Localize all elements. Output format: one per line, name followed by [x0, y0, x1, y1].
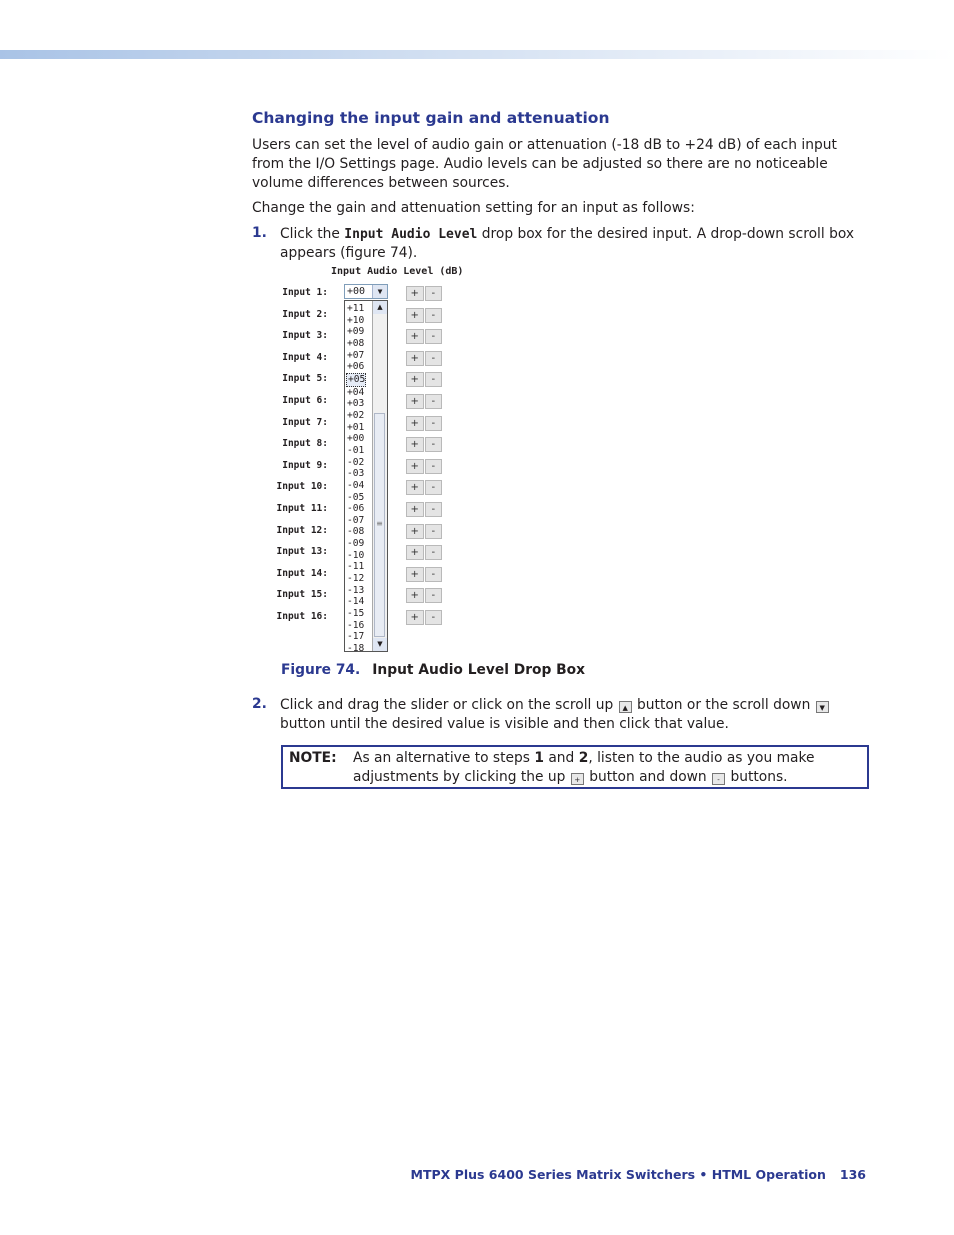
plus-button[interactable]: + [406, 567, 424, 582]
figure-caption [281, 662, 585, 678]
dropdown-option[interactable]: +01 [347, 421, 365, 433]
scroll-up-icon: ▲ [619, 701, 632, 713]
minus-button[interactable]: - [425, 567, 443, 582]
dropdown-option[interactable]: +10 [347, 314, 365, 326]
input-label: Input 13: [276, 546, 328, 558]
dropdown-option[interactable]: +04 [347, 386, 365, 398]
step-1-text [280, 225, 870, 263]
dropdown-list[interactable] [344, 300, 388, 652]
gain-buttons [406, 372, 443, 387]
minus-button[interactable]: - [425, 524, 443, 539]
input-label: Input 10: [276, 481, 328, 493]
plus-button[interactable]: + [406, 351, 424, 366]
dropdown-option[interactable]: -01 [347, 444, 365, 456]
plus-button[interactable]: + [406, 308, 424, 323]
input-label: Input 4: [282, 351, 328, 363]
dropdown-option[interactable]: +07 [347, 349, 365, 361]
note-d: buttons. [726, 769, 788, 785]
dropdown-option[interactable]: -09 [347, 538, 365, 550]
gain-buttons [406, 329, 443, 344]
figure-input-audio-level [274, 264, 474, 656]
input-label: Input 1: [282, 287, 328, 298]
plus-button[interactable]: + [406, 480, 424, 495]
minus-button[interactable]: - [425, 588, 443, 603]
step-2-text [280, 696, 870, 734]
step-1-number: 1. [252, 225, 267, 241]
chevron-down-icon[interactable]: ▼ [372, 285, 387, 298]
plus-button[interactable]: + [406, 545, 424, 560]
gain-buttons [406, 524, 443, 539]
gain-buttons [406, 567, 443, 582]
gain-buttons [406, 351, 443, 366]
plus-button[interactable]: + [406, 588, 424, 603]
minus-button[interactable]: - [425, 502, 443, 517]
dropdown-option[interactable]: -13 [347, 584, 365, 596]
dropdown-option[interactable]: -07 [347, 514, 365, 526]
input-label: Input 16: [276, 611, 328, 622]
dropdown-option[interactable]: -05 [347, 491, 365, 503]
input-label: Input 8: [282, 438, 328, 450]
minus-button[interactable]: - [425, 545, 443, 560]
page-footer [411, 1167, 866, 1182]
dropdown-option[interactable]: +00 [347, 433, 365, 445]
dropdown-option[interactable]: +03 [347, 398, 365, 410]
dropdown-option[interactable]: -18 [347, 643, 365, 652]
dropdown-option[interactable]: -08 [347, 526, 365, 538]
scroll-thumb[interactable]: ≡ [374, 413, 385, 637]
minus-button[interactable]: - [425, 308, 443, 323]
note-and: and [543, 750, 579, 766]
step-2-number: 2. [252, 696, 267, 712]
dropdown-option[interactable]: +11 [347, 303, 365, 314]
input-label: Input 12: [276, 524, 328, 536]
step-1-pre: Click the [280, 226, 345, 242]
input-audio-level-code: Input Audio Level [344, 227, 478, 242]
change-paragraph: Change the gain and attenuation setting for an input as follows: [252, 200, 695, 216]
header-bar [0, 50, 954, 59]
note-label: NOTE: [289, 750, 337, 766]
dropdown-option[interactable]: -02 [347, 456, 365, 468]
plus-button[interactable]: + [406, 372, 424, 387]
figure-number: Figure 74. [281, 662, 361, 678]
minus-button[interactable]: - [425, 480, 443, 495]
minus-button[interactable]: - [425, 372, 443, 387]
minus-button[interactable]: - [425, 394, 443, 409]
note-box [281, 745, 869, 789]
scrollbar[interactable] [372, 301, 387, 651]
gain-buttons [406, 394, 443, 409]
input-label: Input 7: [282, 416, 328, 428]
input-1-select[interactable] [344, 284, 388, 299]
note-step-2: 2 [578, 750, 589, 766]
gain-buttons [406, 437, 443, 452]
gain-buttons [406, 545, 443, 560]
gain-buttons [406, 502, 443, 517]
step-1-post: drop box for the desired input. A drop-down scroll box appears (figure 74). [280, 226, 855, 261]
input-label: Input 15: [276, 589, 328, 601]
figure-title: Input Audio Level (dB) [331, 266, 464, 277]
minus-icon: - [712, 773, 725, 785]
dropdown-option[interactable]: +06 [347, 361, 365, 373]
footer-text: MTPX Plus 6400 Series Matrix Switchers • HTML Operation [410, 1167, 826, 1182]
note-b: , listen to the audio as you make adjustments by clicking the up [353, 750, 815, 785]
dropdown-option[interactable]: -03 [347, 468, 365, 480]
gain-buttons [406, 286, 443, 301]
note-a: As an alternative to steps [353, 750, 535, 766]
dropdown-option[interactable]: -12 [347, 573, 365, 585]
gain-buttons [406, 610, 443, 625]
plus-icon: + [571, 773, 584, 785]
plus-button[interactable]: + [406, 437, 424, 452]
gain-buttons [406, 308, 443, 323]
input-label: Input 6: [282, 395, 328, 406]
dropdown-option[interactable]: -06 [347, 503, 365, 515]
input-label: Input 3: [282, 330, 328, 342]
dropdown-option[interactable]: -04 [347, 479, 365, 491]
dropdown-option[interactable]: -14 [347, 596, 365, 608]
step-2-a: Click and drag the slider or click on the scroll up [280, 697, 618, 713]
minus-button[interactable]: - [425, 329, 443, 344]
note-c: button and down [584, 769, 712, 785]
dropdown-option[interactable]: -16 [347, 619, 365, 631]
page-number: 136 [839, 1167, 866, 1182]
gain-buttons [406, 416, 443, 431]
dropdown-option[interactable]: +09 [347, 326, 365, 338]
gain-buttons [406, 459, 443, 474]
dropdown-option[interactable]: -15 [347, 608, 365, 620]
input-label: Input 2: [282, 308, 328, 320]
dropdown-option[interactable]: -11 [347, 561, 365, 573]
input-label: Input 5: [282, 373, 328, 385]
minus-button[interactable]: - [425, 416, 443, 431]
scroll-down-icon: ▼ [816, 701, 829, 713]
figure-caption-text: Input Audio Level Drop Box [372, 662, 586, 678]
gain-buttons [406, 588, 443, 603]
minus-button[interactable]: - [425, 351, 443, 366]
plus-button[interactable]: + [406, 610, 424, 625]
note-step-1: 1 [534, 750, 544, 766]
intro-paragraph: Users can set the level of audio gain or attenuation (-18 dB to +24 dB) of each input from the I/O Settings page. Audio levels can be adjusted so there are no noticeable volume differences between sources. [252, 137, 837, 191]
minus-button[interactable]: - [425, 610, 443, 625]
plus-button[interactable]: + [406, 459, 424, 474]
input-label: Input 9: [282, 459, 328, 471]
plus-button[interactable]: + [406, 416, 424, 431]
minus-button[interactable]: - [425, 437, 443, 452]
dropdown-option[interactable]: -17 [347, 631, 365, 643]
dropdown-option[interactable]: -10 [347, 549, 365, 561]
dropdown-option[interactable]: +05 [348, 373, 366, 385]
note-text [353, 749, 863, 787]
scroll-down-icon[interactable]: ▼ [373, 638, 387, 651]
gain-buttons [406, 480, 443, 495]
plus-button[interactable]: + [406, 524, 424, 539]
plus-button[interactable]: + [406, 502, 424, 517]
section-heading: Changing the input gain and attenuation [252, 109, 610, 127]
minus-button[interactable]: - [425, 459, 443, 474]
dropdown-option[interactable]: +02 [347, 409, 365, 421]
scroll-up-icon[interactable]: ▲ [373, 301, 387, 314]
selected-value: +00 [347, 286, 366, 297]
dropdown-option[interactable]: +08 [347, 337, 365, 349]
plus-button[interactable]: + [406, 329, 424, 344]
input-label: Input 11: [276, 503, 328, 514]
step-2-c: button until the desired value is visible and then click that value. [280, 716, 729, 732]
step-2-b: button or the scroll down [632, 697, 815, 713]
input-label: Input 14: [276, 567, 328, 579]
plus-button[interactable]: + [406, 286, 424, 301]
plus-button[interactable]: + [406, 394, 424, 409]
minus-button[interactable]: - [425, 286, 443, 301]
